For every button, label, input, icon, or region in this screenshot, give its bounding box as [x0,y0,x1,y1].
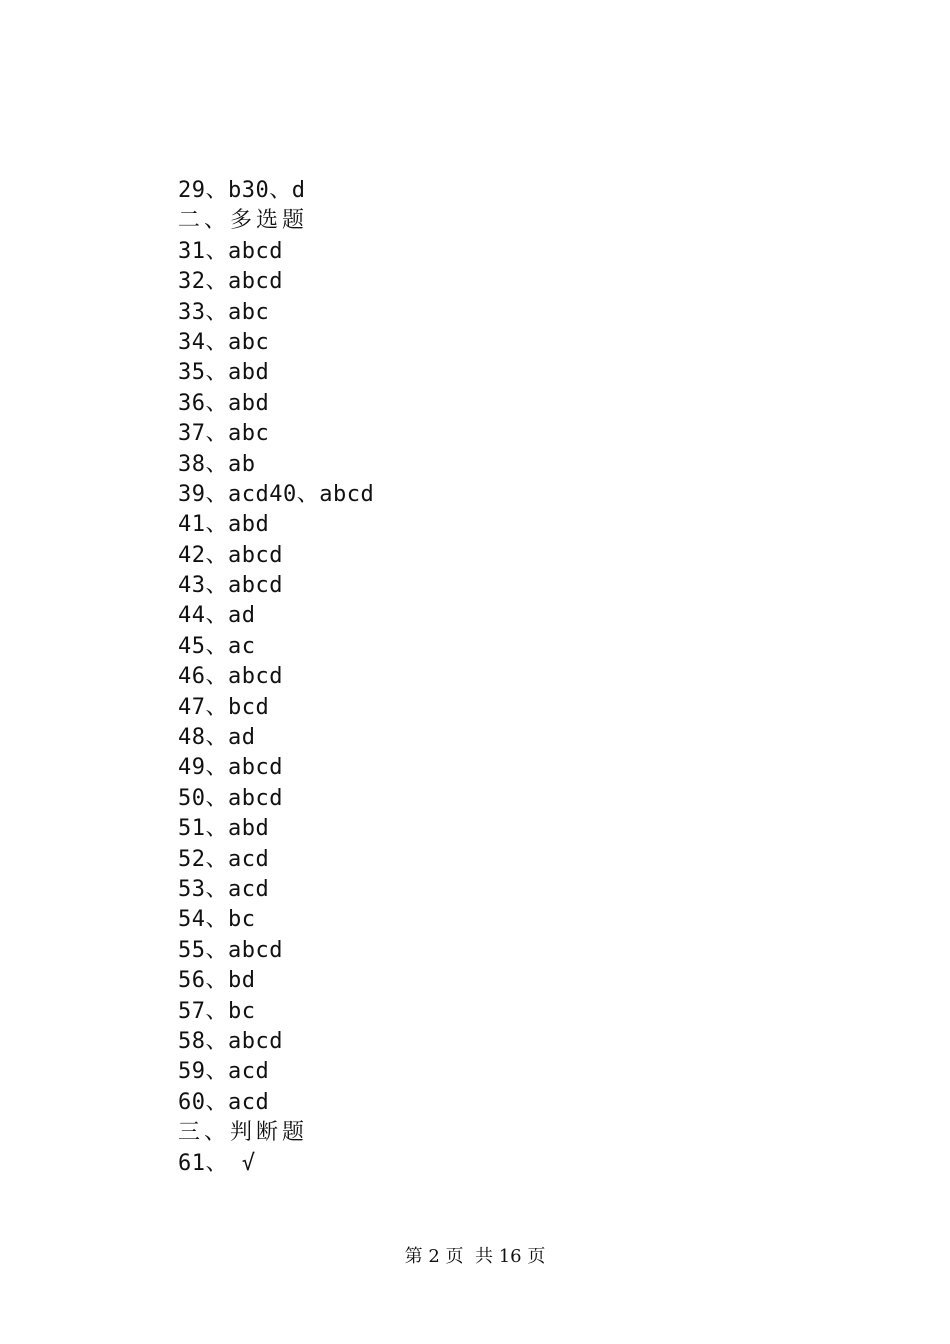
answer-line: 41、abd [178,512,270,538]
answer-line: 52、acd [178,846,270,872]
answer-line: 60、acd [178,1089,270,1115]
answer-line: 29、b30、d [178,178,306,203]
answer-line: 57、bc [178,998,256,1024]
answer-line: 43、abcd [178,573,283,599]
answer-line: 54、bc [178,907,256,933]
answer-line: 46、abcd [178,664,283,690]
answer-line: 36、abd [178,390,270,416]
answer-line: 45、ac [178,633,256,659]
page-number-footer: 第 2 页 共 16 页 [404,1246,546,1267]
answer-line: 33、abc [178,299,270,325]
answer-line: 47、bcd [178,694,270,720]
answer-line: 31、abcd [178,238,283,264]
answer-list [178,176,878,1179]
answer-line: 32、abcd [178,269,283,295]
answer-line: 34、abc [178,329,270,355]
answer-line: 51、abd [178,816,270,842]
section-heading: 三、判断题 [178,1120,309,1146]
answer-line: 48、ad [178,725,256,751]
answer-line: 55、abcd [178,937,283,963]
answer-line: 35、abd [178,360,270,386]
answer-line: 59、acd [178,1059,270,1085]
answer-line: 39、acd40、abcd [178,481,375,507]
section-heading: 二、多选题 [178,208,309,234]
answer-line: 61、 √ [178,1150,256,1176]
answer-line: 53、acd [178,876,270,902]
answer-line: 44、ad [178,603,256,629]
answer-line: 49、abcd [178,755,283,781]
answer-line: 38、ab [178,451,256,477]
answer-line: 56、bd [178,968,256,994]
answer-line: 58、abcd [178,1028,283,1054]
answer-line: 37、abc [178,421,270,447]
answer-line: 50、abcd [178,785,283,811]
answer-line: 42、abcd [178,542,283,568]
